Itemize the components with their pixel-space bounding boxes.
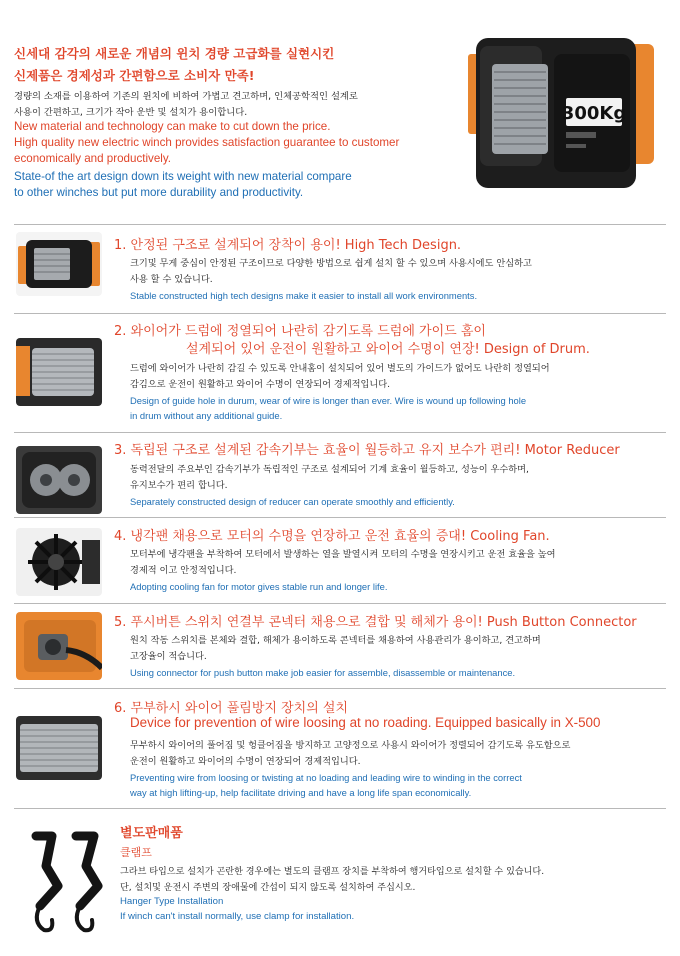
section1-title	[114, 234, 461, 253]
section3-title	[114, 439, 620, 458]
product-label: 300Kg	[561, 103, 627, 124]
section5-korean-line2: 고장율이 적습니다.	[130, 651, 207, 662]
section1-english-line1: Stable constructed high tech designs make it easier to install all work environments.	[130, 290, 478, 301]
section2-number: 2.	[114, 324, 127, 339]
section1-number: 1.	[114, 238, 127, 253]
accessory-english-line2: If winch can't install normally, use clamp for installation.	[120, 911, 355, 922]
accessory-korean-line2: 단, 설치및 운전시 주변의 장애물에 간섭이 되지 않도록 설치하여 주십시오.	[120, 883, 416, 893]
section5-korean-line1: 원치 작동 스위치를 본체와 결합, 해체가 용이하도록 콘넥터를 채용하여 사용관리가 용이하고, 견고하며	[130, 635, 541, 646]
section6-number: 6.	[114, 701, 127, 716]
section3-title-text: 독립된 구조로 설계된 감속기부는 효율이 월등하고 유지 보수가 편리! Motor Reducer	[130, 443, 620, 458]
accessory-korean-line1: 그라브 타입으로 설치가 곤란한 경우에는 별도의 클램프 장치를 부착하여 행거타입으로 설치할 수 있습니다.	[120, 867, 545, 877]
divider	[14, 808, 666, 809]
intro-english-red-line2: High quality new electric winch provides satisfaction guarantee to customer	[14, 136, 400, 149]
intro-korean-line1: 경량의 소재를 이용하여 기존의 윈치에 비하여 가볍고 견고하며, 인체공학적인 설계로	[14, 91, 358, 102]
section6-image	[16, 716, 102, 780]
section5-english-line1: Using connector for push button make job easier for assemble, disassemble or maintenance.	[130, 667, 516, 678]
section6-title	[114, 697, 348, 716]
headline-line1: 신세대 감각의 새로운 개념의 윈치 경량 고급화를 실현시킨	[14, 46, 335, 61]
section1-korean-line2: 사용 할 수 있습니다.	[130, 274, 213, 285]
divider	[14, 432, 666, 433]
divider	[14, 224, 666, 225]
divider	[14, 688, 666, 689]
section1-korean-line1: 크기및 무게 중심이 안정된 구조이므로 다양한 방법으로 쉽게 설치 할 수 있으며 사용시에도 안심하고	[130, 258, 532, 269]
section3-english-line1: Separately constructed design of reducer can operate smoothly and efficiently.	[130, 496, 455, 507]
section2-english-line2: in drum without any additional guide.	[130, 410, 283, 421]
intro-english-red-line1: New material and technology can make to cut down the price.	[14, 120, 331, 133]
section3-korean-line2: 유지보수가 편리 합니다.	[130, 480, 228, 491]
section2-korean-line1: 드럼에 와이어가 나란히 감길 수 있도록 안내홈이 설치되어 있어 별도의 가이드가 없어도 나란히 정열되어	[130, 363, 550, 374]
section2-title-line2: 설계되어 있어 운전이 원활하고 와이어 수명이 연장! Design of Drum.	[186, 342, 590, 357]
section1-image	[16, 232, 102, 296]
intro-english-blue-line1: State-of the art design down its weight with new material compare	[14, 170, 352, 183]
section2-title-text: 와이어가 드럼에 정열되어 나란히 감기도록 드럼에 가이드 홈이	[130, 324, 486, 339]
section3-image	[16, 446, 102, 514]
section6-korean-line2: 운전이 원활하고 와이어의 수명이 연장되어 경제적입니다.	[130, 756, 361, 767]
section1-title-text: 안정된 구조로 설계되어 장착이 용이! High Tech Design.	[130, 238, 462, 253]
section6-title-text: 무부하시 와이어 풀림방지 장치의 설치	[130, 701, 349, 716]
section5-title	[114, 611, 637, 630]
section3-number: 3.	[114, 443, 127, 458]
section4-korean-line2: 경제적 이고 안정적입니다.	[130, 565, 237, 576]
product-winch-image	[458, 24, 672, 200]
section6-korean-line1: 무부하시 와이어의 풀어짐 및 헝클어짐을 방지하고 고양정으로 사용시 와이어가 정렬되어 감기도록 유도함으로	[130, 740, 571, 751]
intro-english-red-line3: economically and productively.	[14, 152, 172, 165]
section5-image	[16, 612, 102, 680]
headline-line2: 신제품은 경제성과 간편함으로 소비자 만족!	[14, 68, 255, 83]
clamp-image	[22, 826, 112, 936]
section6-title-line2: Device for prevention of wire loosing at no roading. Equipped basically in X-500	[130, 715, 601, 730]
section2-english-line1: Design of guide hole in durum, wear of wire is longer than ever. Wire is wound up following hole	[130, 395, 527, 406]
section2-title	[114, 320, 486, 339]
section6-english-line1: Preventing wire from loosing or twisting at no loading and leading wire to winding in the correct	[130, 772, 522, 783]
accessory-heading: 별도판매품	[120, 826, 183, 841]
intro-korean-line2: 사용이 간편하고, 크기가 작아 운반 및 설치가 용이합니다.	[14, 107, 248, 118]
section4-english-line1: Adopting cooling fan for motor gives stable run and longer life.	[130, 581, 388, 592]
section2-korean-line2: 감김으로 운전이 원활하고 와이어 수명이 연장되어 경제적입니다.	[130, 379, 391, 390]
accessory-english-line1: Hanger Type Installation	[120, 896, 224, 907]
section5-title-text: 푸시버튼 스위치 연결부 콘넥터 채용으로 결합 및 해체가 용이! Push Button Connector	[130, 615, 637, 630]
section4-korean-line1: 모터부에 냉각팬을 부착하여 모터에서 발생하는 열을 발열시켜 모터의 수명을 연장시키고 운전 효율을 높여	[130, 549, 556, 560]
divider	[14, 313, 666, 314]
divider	[14, 603, 666, 604]
accessory-subheading: 클램프	[120, 846, 152, 859]
section3-korean-line1: 동력전달의 주요부인 감속기부가 독립적인 구조로 설계되어 기계 효율이 월등하고, 성능이 우수하며,	[130, 464, 529, 475]
section4-title	[114, 525, 550, 544]
section6-english-line2: way at high lifting-up, help facilitate driving and have a long life span economically.	[130, 787, 472, 798]
section2-image	[16, 338, 102, 406]
section4-image	[16, 528, 102, 596]
divider	[14, 517, 666, 518]
intro-english-blue-line2: to other winches but put more durability and productivity.	[14, 186, 304, 199]
section5-number: 5.	[114, 615, 127, 630]
section4-title-text: 냉각팬 채용으로 모터의 수명을 연장하고 운전 효율의 증대! Cooling Fan.	[130, 529, 550, 544]
section4-number: 4.	[114, 529, 127, 544]
